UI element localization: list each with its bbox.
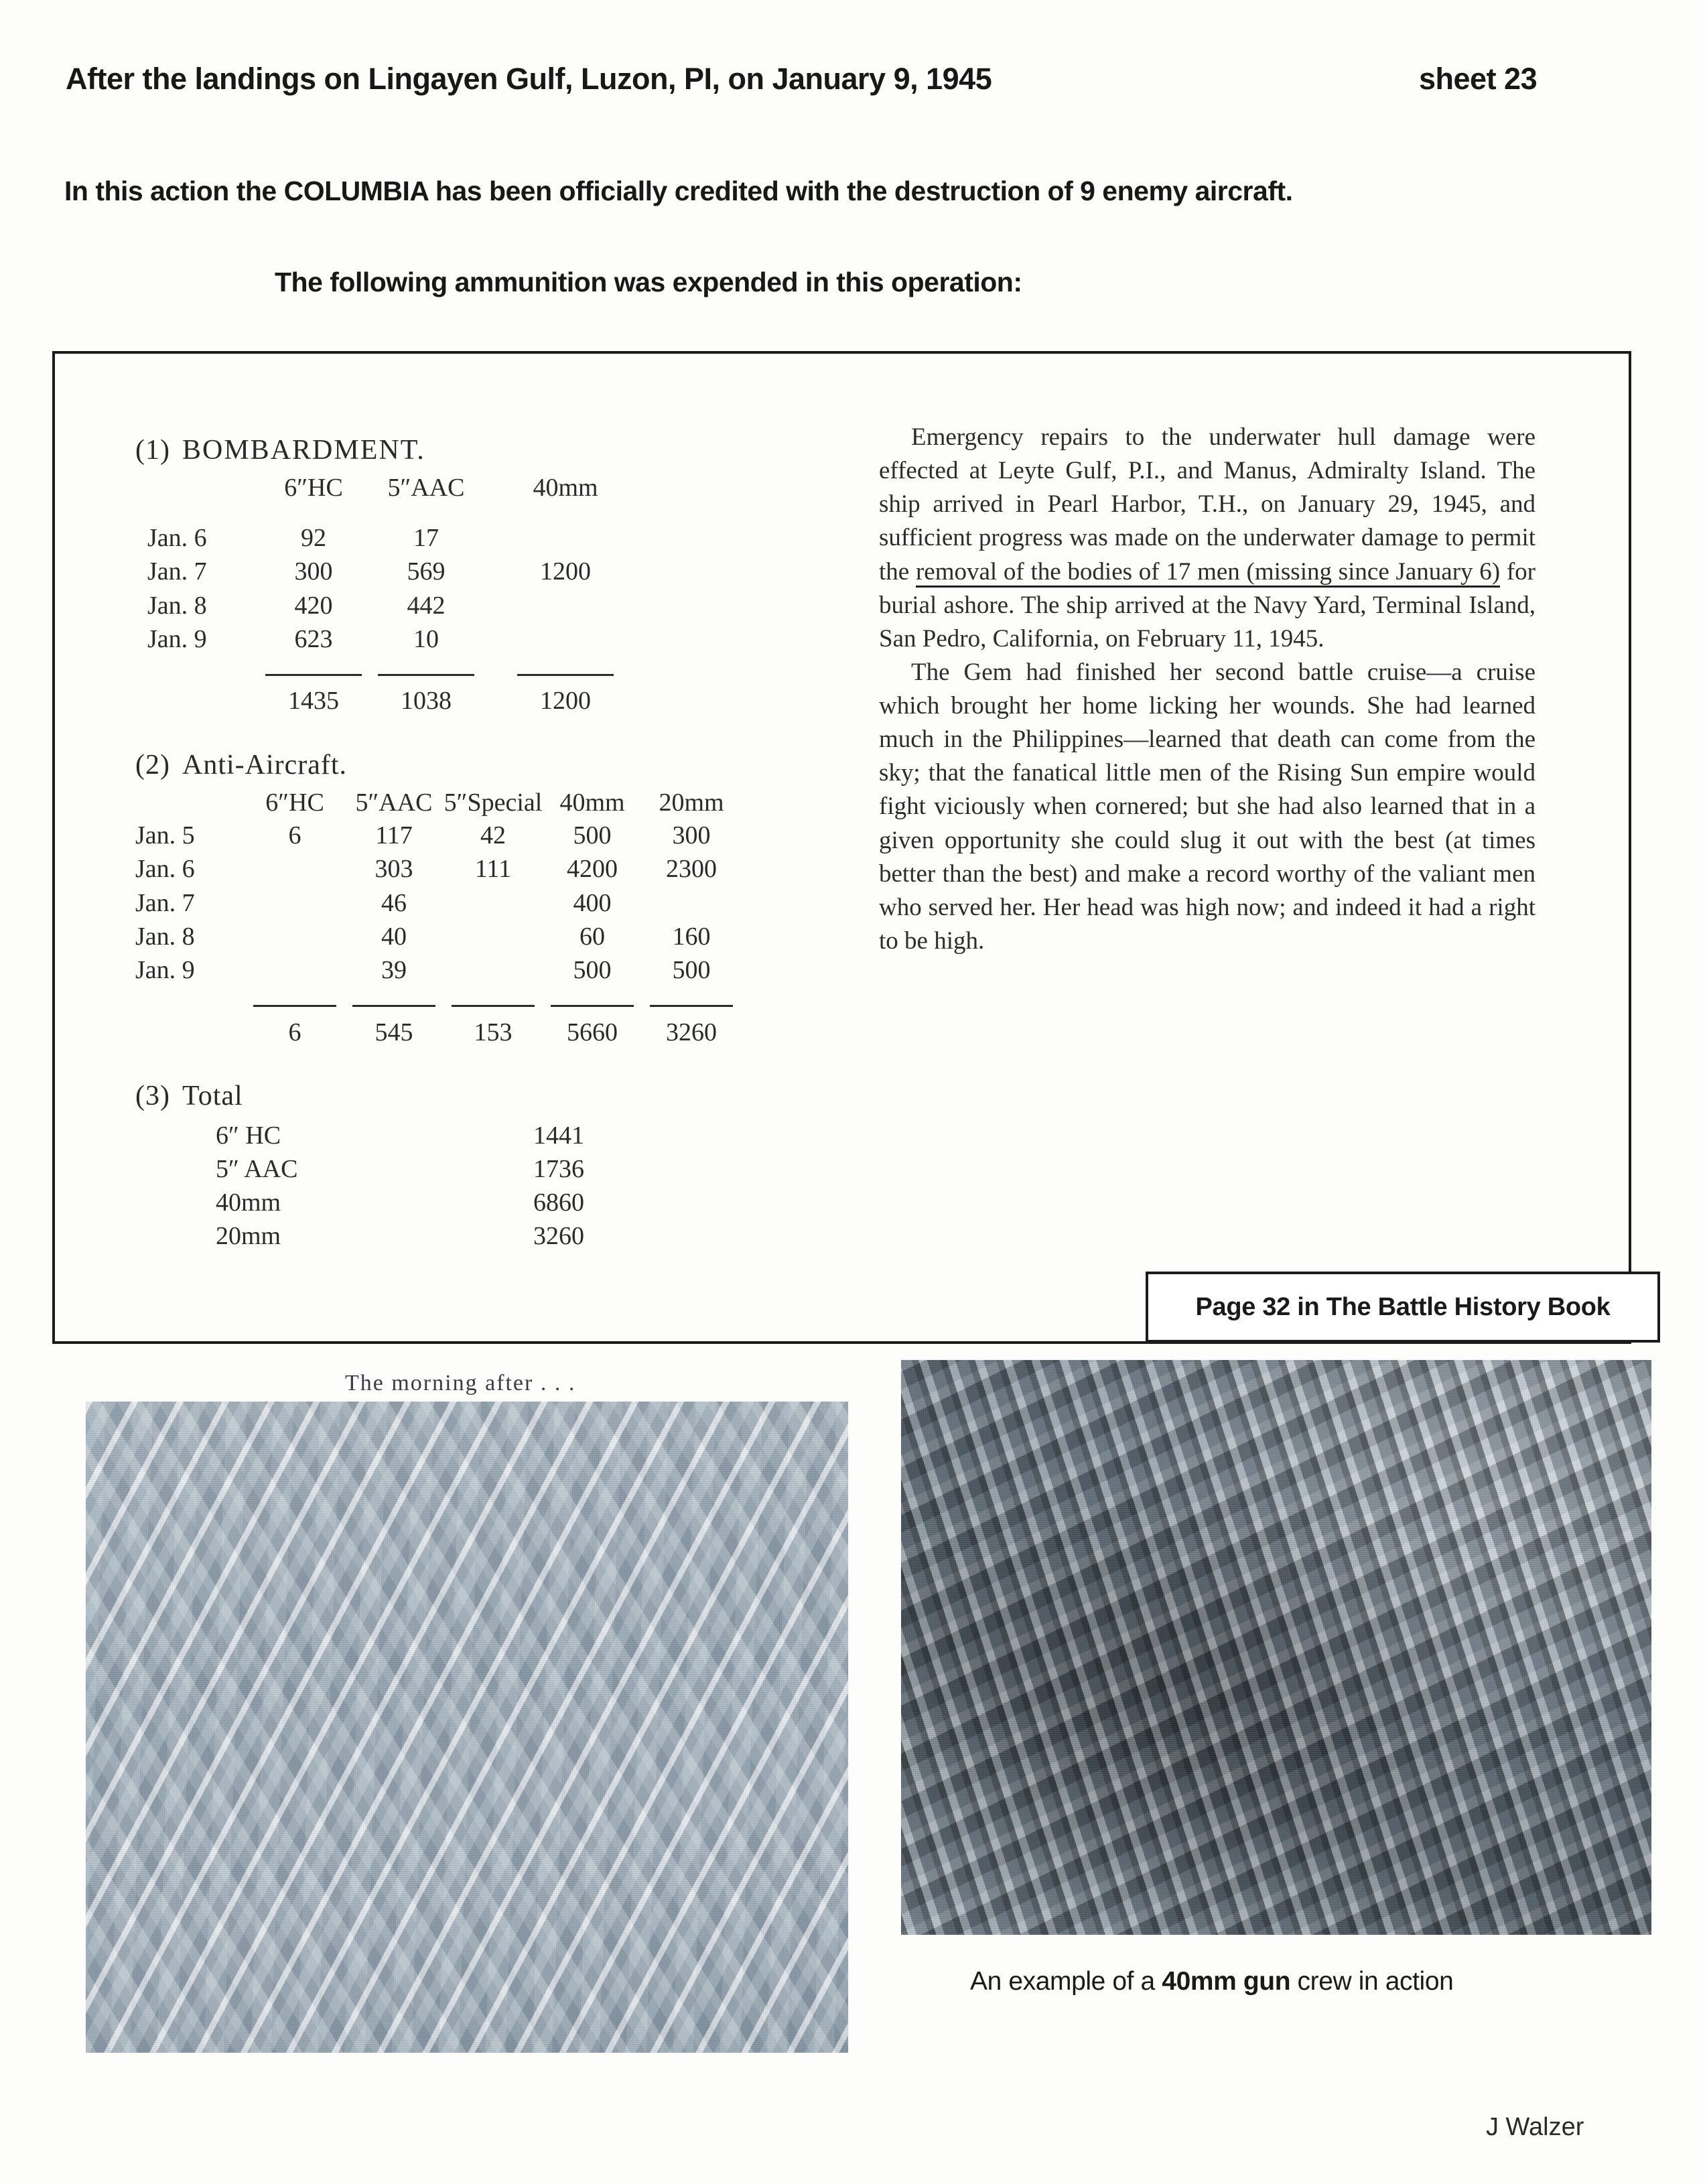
section-title: Total: [182, 1080, 243, 1111]
cell-total-20mm: 3260: [666, 1018, 717, 1046]
cell-5aac: 442: [407, 591, 446, 620]
column-header-40mm: 40mm: [559, 788, 625, 817]
column-header-date: [135, 787, 245, 819]
source-reference-box: [1146, 1272, 1660, 1343]
cell-date: Jan. 6: [147, 524, 207, 552]
cell-ammo-type: 6″ HC: [216, 1121, 281, 1150]
table-row: [147, 521, 622, 555]
section-title: Anti-Aircraft.: [182, 749, 348, 780]
cell-40mm: 4200: [567, 855, 618, 884]
section-heading-bombardment: [135, 434, 845, 466]
cell-total-label: [147, 676, 257, 718]
page-title: After the landings on Lingayen Gulf, Luzon, PI, on January 9, 1945: [66, 62, 992, 96]
gun-caption-prefix: An example of a: [970, 1967, 1162, 1996]
grand-totals-list: [216, 1119, 845, 1253]
column-header-6hc: 6″HC: [284, 474, 343, 502]
cell-spacer: [482, 589, 509, 622]
column-header-5special: 5″Special: [444, 788, 543, 817]
cell-6hc: 420: [294, 591, 333, 620]
cell-5special: 42: [480, 821, 506, 849]
narrative-paragraph-2: The Gem had finished her second battle cruise—a cruise which brought her home licking her wounds. She had learned much in the Philippines—learned that death can come from the sky; that the fanatical little men of the Rising Sun empire would fight viciously when cornered; but she had also learned that in a given opportunity she could slug it out with the best (at times better than the best) and make a record worthy of the valiant men who served her. Her head was high now; and indeed it had a right to be high.: [879, 658, 1536, 955]
cell-6hc: 92: [301, 524, 326, 552]
cell-spacer: [482, 622, 509, 656]
cell-5special: [444, 953, 543, 987]
gun-caption-emphasis: 40mm gun: [1162, 1967, 1291, 1996]
cell-total-label: [135, 1008, 245, 1049]
narrative-p1-part-a: Emergency repairs to the underwater hull damage were effected at Leyte Gulf, P.I., and Manus, Admiralty Island. The ship arrived in Pearl Harbor, T.H., on January 29, 1945, and sufficient progress was made on the underwater damage to permit the: [879, 423, 1536, 586]
photo-40mm-gun-crew: [901, 1360, 1651, 1935]
section-heading-total: [135, 1080, 845, 1112]
photo-grain-overlay: [901, 1360, 1651, 1935]
antiaircraft-table: [135, 787, 741, 1049]
aircraft-credit-line: In this action the COLUMBIA has been officially credited with the destruction of 9 enemy aircraft.: [64, 176, 1293, 206]
column-header-5aac: 5″AAC: [387, 474, 465, 502]
cell-6hc: 300: [294, 557, 333, 586]
narrative-text: [879, 421, 1536, 958]
column-header-6hc: 6″HC: [265, 788, 324, 817]
row-spacer: [135, 987, 741, 1005]
cell-6hc: [245, 920, 344, 953]
cell-20mm: 300: [672, 821, 711, 849]
cell-20mm: [642, 886, 741, 920]
cell-date: Jan. 7: [147, 557, 207, 586]
table-row: [216, 1219, 584, 1253]
cell-40mm: [509, 622, 622, 656]
table-row: [135, 886, 741, 920]
cell-ammo-rounds: 3260: [533, 1221, 584, 1250]
cell-total-5aac: 1038: [401, 687, 452, 715]
cell-40mm: 400: [573, 888, 612, 917]
cell-date: Jan. 7: [135, 888, 195, 917]
scanned-page-frame: [52, 351, 1631, 1344]
cell-ammo-type: 5″ AAC: [216, 1154, 298, 1183]
gun-crew-caption: [970, 1967, 1453, 1996]
author-signature: J Walzer: [1486, 2113, 1584, 2141]
cell-40mm: 500: [573, 821, 612, 849]
cell-40mm: 1200: [540, 557, 591, 586]
cell-5aac: 569: [407, 557, 446, 586]
cell-5special: [444, 886, 543, 920]
cell-6hc: 623: [294, 625, 333, 654]
cell-5aac: 40: [381, 922, 407, 951]
cell-40mm: [509, 521, 622, 555]
cell-20mm: 2300: [666, 855, 717, 884]
column-header-5aac: 5″AAC: [355, 788, 433, 817]
table-header-row: [135, 787, 741, 819]
column-spacer: [482, 472, 509, 504]
cell-20mm: 160: [672, 922, 711, 951]
section-number: (1): [135, 435, 170, 466]
cell-total-40mm: 1200: [540, 687, 591, 715]
table-row: [147, 555, 622, 588]
section-title: BOMBARDMENT.: [182, 435, 425, 466]
cell-5aac: 10: [413, 625, 439, 654]
photo-grain-overlay: [86, 1402, 848, 2053]
photo-spent-shell-casings: [86, 1402, 848, 2053]
row-spacer: [147, 656, 622, 673]
cell-ammo-rounds: 6860: [533, 1188, 584, 1217]
cell-20mm: 500: [672, 956, 711, 985]
column-header-40mm: 40mm: [533, 474, 598, 502]
cell-5aac: 303: [374, 855, 413, 884]
narrative-p1-underlined: removal of the bodies of 17 men (missing since January 6): [916, 558, 1500, 588]
table-header-row: [147, 472, 622, 504]
cell-5special: 111: [474, 855, 512, 884]
cell-5special: [444, 920, 543, 953]
cell-ammo-rounds: 1736: [533, 1154, 584, 1183]
ammunition-intro-line: The following ammunition was expended in this operation:: [275, 267, 1022, 297]
table-row: [147, 589, 622, 622]
table-row: [135, 819, 741, 852]
section-number: (3): [135, 1080, 170, 1111]
morning-after-caption: The morning after . . .: [345, 1371, 576, 1395]
cell-date: Jan. 6: [135, 855, 195, 884]
table-row: [135, 920, 741, 953]
cell-total-5special: 153: [474, 1018, 513, 1046]
cell-5aac: 39: [381, 956, 407, 985]
cell-5aac: 46: [381, 888, 407, 917]
gun-caption-suffix: crew in action: [1290, 1967, 1454, 1996]
column-header-date: [147, 472, 257, 504]
table-row: [216, 1186, 584, 1219]
column-header-20mm: 20mm: [659, 788, 724, 817]
ammunition-tables: [135, 434, 845, 1253]
cell-6hc: [245, 953, 344, 987]
cell-total-40mm: 5660: [567, 1018, 618, 1046]
narrative-paragraph-1: [879, 421, 1536, 656]
cell-6hc: [245, 886, 344, 920]
table-row: [135, 953, 741, 987]
cell-total-5aac: 545: [374, 1018, 413, 1046]
sheet-number: sheet 23: [1419, 62, 1538, 96]
cell-date: Jan. 9: [135, 956, 195, 985]
cell-date: Jan. 8: [147, 591, 207, 620]
table-row: [216, 1152, 584, 1186]
totals-row: [147, 676, 622, 718]
cell-spacer: [482, 555, 509, 588]
bombardment-table: [147, 472, 622, 718]
section-number: (2): [135, 749, 170, 780]
source-reference-label: Page 32 in The Battle History Book: [1195, 1292, 1611, 1321]
grand-totals-table: [216, 1119, 584, 1253]
table-row: [135, 852, 741, 886]
cell-total-6hc: 1435: [288, 687, 339, 715]
cell-6hc: 6: [288, 821, 301, 849]
row-spacer: [147, 504, 622, 521]
cell-date: Jan. 5: [135, 821, 195, 849]
cell-ammo-type: 20mm: [216, 1221, 281, 1250]
section-heading-antiaircraft: [135, 749, 845, 781]
cell-ammo-rounds: 1441: [533, 1121, 584, 1150]
cell-5aac: 117: [375, 821, 413, 849]
cell-date: Jan. 9: [147, 625, 207, 654]
cell-date: Jan. 8: [135, 922, 195, 951]
cell-40mm: [509, 589, 622, 622]
table-row: [147, 622, 622, 656]
narrative-p1-part-b: for burial ashore. The ship arrived at the Navy Yard, Terminal Island, San Pedro, California, on February 11, 1945.: [879, 557, 1536, 653]
cell-ammo-type: 40mm: [216, 1188, 281, 1217]
cell-spacer: [482, 521, 509, 555]
cell-5aac: 17: [413, 524, 439, 552]
cell-6hc: [245, 852, 344, 886]
cell-40mm: 60: [579, 922, 605, 951]
table-row: [216, 1119, 584, 1152]
cell-40mm: 500: [573, 956, 612, 985]
totals-row: [135, 1008, 741, 1049]
cell-total-6hc: 6: [288, 1018, 301, 1046]
